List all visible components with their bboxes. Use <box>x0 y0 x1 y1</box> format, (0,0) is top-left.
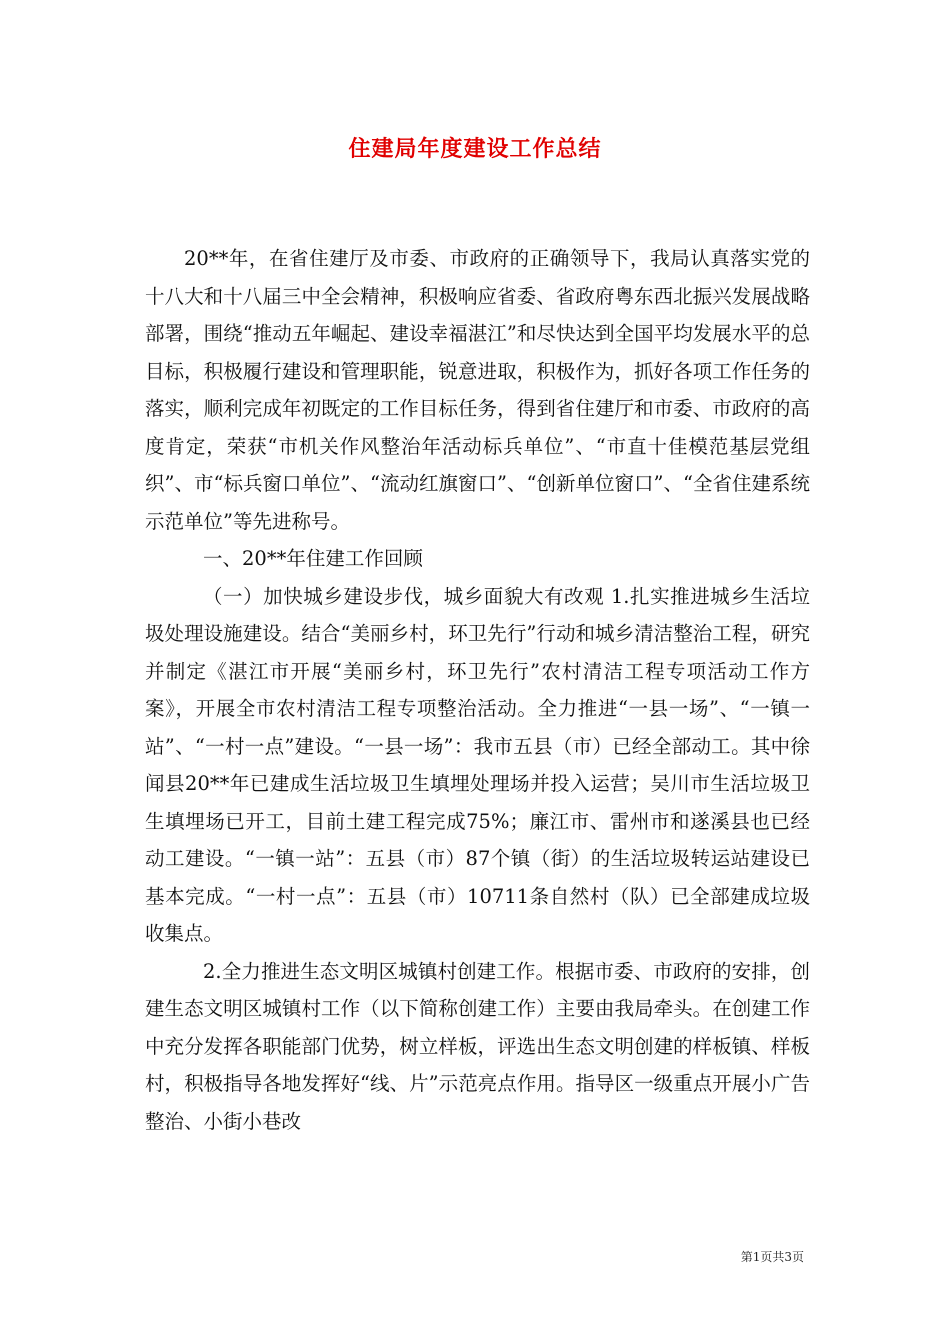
section-heading: 一、20**年住建工作回顾 <box>203 547 423 570</box>
document-body <box>145 240 810 1140</box>
paragraph-section-1: （一）加快城乡建设步伐，城乡面貌大有改观 1.扎实推进城乡生活垃圾处理设施建设。结合“美丽乡村，环卫先行”行动和城乡清洁整治工程，研究并制定《湛江市开展“美丽乡村，环卫先行”农村清洁工程专项活动工作方案》，开展全市农村清洁工程专项整治活动。全力推进“一县一场”、“一镇一站”、“一村一点”建设。“一县一场”：我市五县（市）已经全部动工。其中徐闻县20**年已建成生活垃圾卫生填埋处理场并投入运营；吴川市生活垃圾卫生填埋场已开工，目前土建工程完成75%；廉江市、雷州市和遂溪县也已经动工建设。“一镇一站”：五县（市）87个镇（街）的生活垃圾转运站建设已基本完成。“一村一点”：五县（市）10711条自然村（队）已全部建成垃圾收集点。 <box>145 584 810 945</box>
paragraph-intro: 20**年，在省住建厅及市委、市政府的正确领导下，我局认真落实党的十八大和十八届三中全会精神，积极响应省委、省政府粤东西北振兴发展战略部署，围绕“推动五年崛起、建设幸福湛江”和尽快达到全国平均发展水平的总目标，积极履行建设和管理职能，锐意进取，积极作为，抓好各项工作任务的落实，顺利完成年初既定的工作目标任务，得到省住建厅和市委、市政府的高度肯定，荣获“市机关作风整治年活动标兵单位”、“市直十佳模范基层党组织”、市“标兵窗口单位”、“流动红旗窗口”、“创新单位窗口”、“全省住建系统示范单位”等先进称号。 <box>145 247 810 533</box>
page-number: 第1页共3页 <box>740 1250 804 1264</box>
document-title: 住建局年度建设工作总结 <box>348 136 602 162</box>
paragraph-section-2: 2.全力推进生态文明区城镇村创建工作。根据市委、市政府的安排，创建生态文明区城镇村工作（以下简称创建工作）主要由我局牵头。在创建工作中充分发挥各职能部门优势，树立样板，评选出生态文明创建的样板镇、样板村，积极指导各地发挥好“线、片”示范亮点作用。指导区一级重点开展小广告整治、小街小巷改 <box>145 959 810 1133</box>
